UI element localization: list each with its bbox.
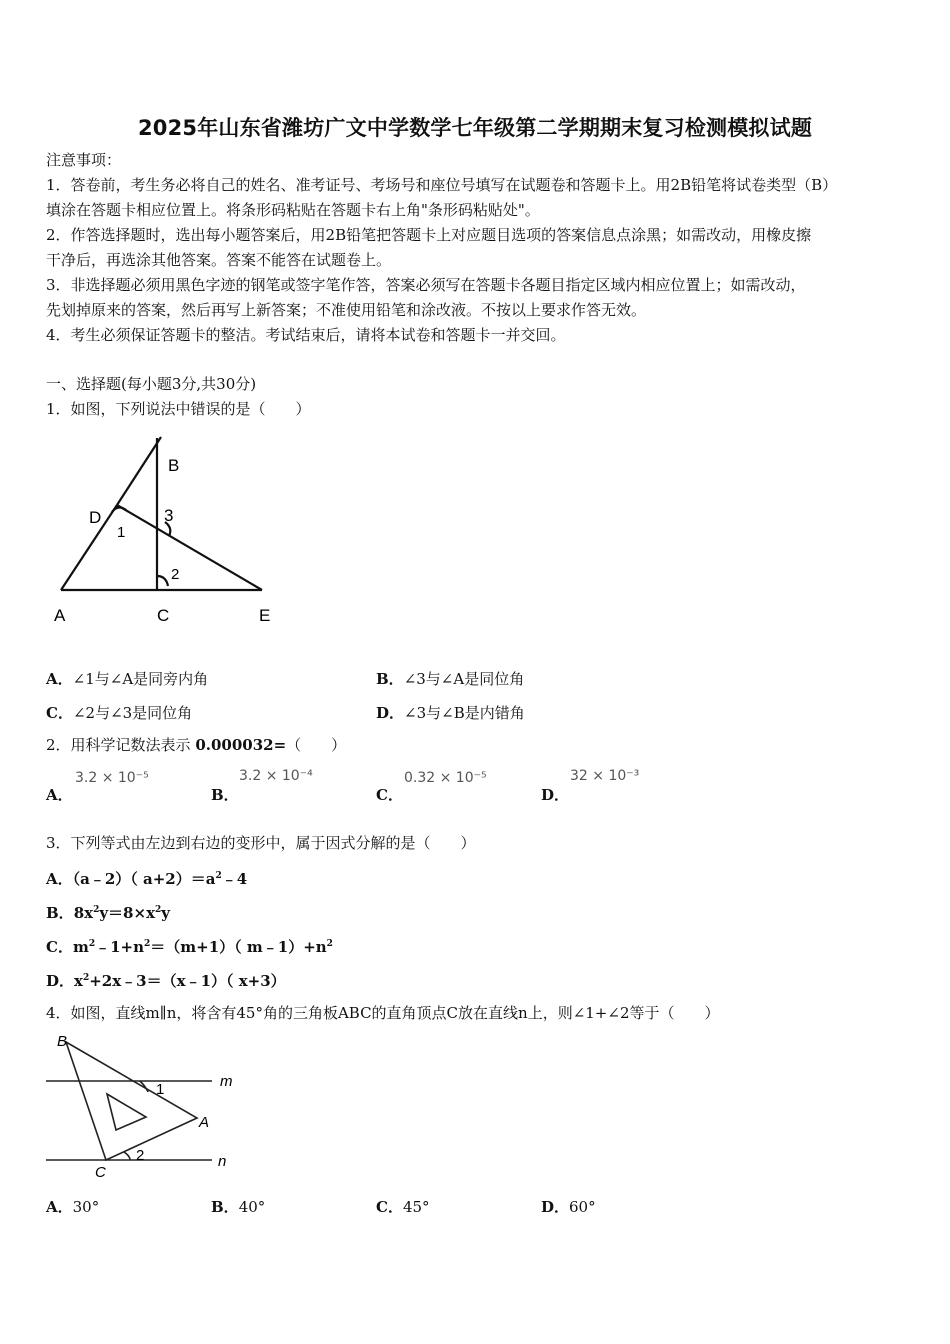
label-A: A (54, 606, 66, 625)
q2-option-d[interactable]: 32 × 10⁻³ (570, 768, 640, 784)
notice-line: 3．非选择题必须用黑色字迹的钢笔或签字笔作答，答案必须写在答题卡各题目指定区域内相应位置上；如需改动， (46, 276, 806, 294)
notice-heading: 注意事项： (46, 151, 122, 169)
question-2-stem: 2．用科学记数法表示 0.000032=（ ） (46, 736, 347, 754)
notice-line: 4．考生必须保证答题卡的整洁。考试结束后，请将本试卷和答题卡一并交回。 (46, 326, 566, 344)
label-B: B (57, 1033, 68, 1050)
label-B: B (168, 456, 180, 475)
notice-line: 干净后，再选涂其他答案。答案不能答在试题卷上。 (46, 251, 392, 269)
angle-2-label: 2 (136, 1147, 145, 1164)
q4-figure (40, 1030, 250, 1180)
label-D: D (89, 508, 102, 527)
q3-option-d[interactable]: D．$x^2+2x﹣3=(x﹣1)$（ x+3） (46, 972, 286, 990)
page-title: 2025年山东省潍坊广文中学数学七年级第二学期期末复习检测模拟试题 (137, 116, 813, 140)
q1-option-b[interactable]: B．∠3与∠A是同位角 (376, 670, 525, 688)
label-m: m (220, 1073, 233, 1090)
q4-option-a[interactable]: A．30° (46, 1198, 100, 1216)
q1-option-d[interactable]: D．∠3与∠B是内错角 (376, 704, 525, 722)
q2-option-b-key[interactable]: B． (211, 786, 239, 804)
angle-3-label: 3 (164, 506, 174, 525)
angle-2-label: 2 (171, 566, 180, 583)
question-3-stem: 3．下列等式由左边到右边的变形中，属于因式分解的是（ ） (46, 834, 476, 852)
angle-1-label: 1 (156, 1081, 165, 1098)
notice-line: 填涂在答题卡相应位置上。将条形码粘贴在答题卡右上角"条形码粘贴处"。 (46, 201, 540, 219)
label-C: C (95, 1164, 106, 1180)
q3-option-a[interactable]: A．（a﹣2）（ $a+2)=a^2﹣4$ (46, 870, 248, 888)
q1-option-c[interactable]: C．∠2与∠3是同位角 (46, 704, 193, 722)
question-1-stem: 1．如图，下列说法中错误的是（ ） (46, 400, 311, 418)
notice-line: 先划掉原来的答案，然后再写上新答案；不准使用铅笔和涂改液。不按以上要求作答无效。 (46, 301, 647, 319)
q1-option-a[interactable]: A．∠1与∠A是同旁内角 (46, 670, 209, 688)
notice-line: 2．作答选择题时，选出每小题答案后，用2B铅笔把答题卡上对应题目选项的答案信息点涂黑；如需改动，用橡皮擦 (46, 226, 812, 244)
q4-option-c[interactable]: C．45° (376, 1198, 430, 1216)
label-E: E (259, 606, 271, 625)
q2-option-c[interactable]: 0.32 × 10⁻⁵ (404, 770, 487, 786)
q2-option-a[interactable]: 3.2 × 10⁻⁵ (75, 770, 149, 786)
q3-option-b[interactable]: B．$8x^2y=8\times x^2y$ (46, 904, 170, 922)
section-heading: 一、选择题(每小题3分,共30分) (46, 375, 257, 393)
label-n: n (218, 1153, 227, 1170)
label-C: C (157, 606, 170, 625)
q3-option-c[interactable]: C．$m^2﹣1+n^2=(m+1)$（ $m﹣1)+n^2$ (46, 938, 333, 956)
question-4-stem: 4．如图，直线m∥n，将含有45°角的三角板ABC的直角顶点C放在直线n上，则∠1+∠2等于（ ） (46, 1004, 720, 1022)
q2-option-a-key[interactable]: A． (46, 786, 73, 804)
q1-figure (40, 430, 300, 630)
q2-option-b[interactable]: 3.2 × 10⁻⁴ (239, 768, 313, 784)
notice-line: 1．答卷前，考生务必将自己的姓名、准考证号、考场号和座位号填写在试题卷和答题卡上。用2B铅笔将试卷类型（B） (46, 176, 838, 194)
q4-option-b[interactable]: B．40° (211, 1198, 266, 1216)
label-A: A (199, 1114, 210, 1131)
q2-option-d-key[interactable]: D． (541, 786, 570, 804)
q2-option-c-key[interactable]: C． (376, 786, 403, 804)
angle-1-label: 1 (117, 524, 126, 541)
q4-option-d[interactable]: D．60° (541, 1198, 596, 1216)
